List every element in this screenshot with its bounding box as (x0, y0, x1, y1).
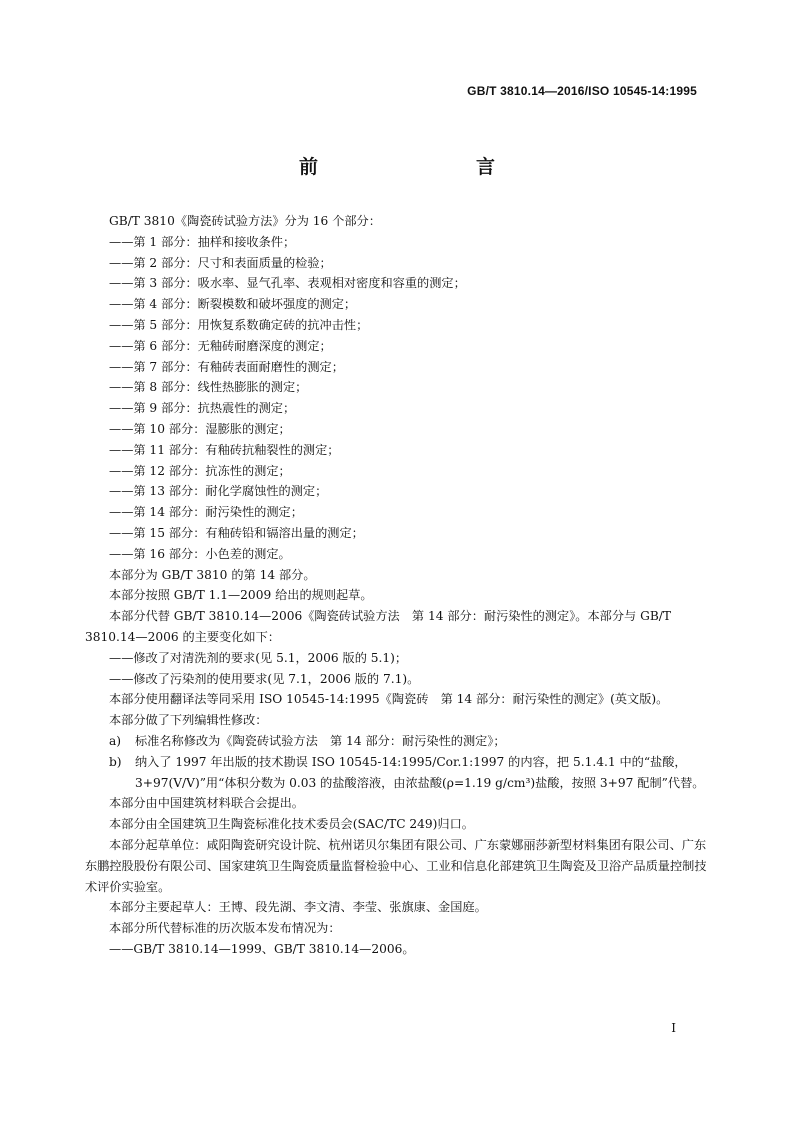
list-item: ——修改了对清洗剂的要求(见 5.1，2006 版的 5.1)； (109, 650, 408, 665)
editorial-paragraph: 本部分做了下列编辑性修改： (109, 713, 268, 728)
list-item: ——第 15 部分：有釉砖铅和镉溶出量的测定； (109, 525, 364, 540)
list-item: ——第 14 部分：耐污染性的测定； (109, 505, 303, 520)
changes-list (85, 648, 709, 690)
list-item: ——第 4 部分：断裂模数和破坏强度的测定； (109, 297, 357, 312)
foreword-body (85, 211, 709, 960)
intro-paragraph: GB/T 3810《陶瓷砖试验方法》分为 16 个部分： (109, 214, 381, 228)
list-item: ——修改了污染剂的使用要求(见 7.1，2006 版的 7.1)。 (109, 671, 420, 686)
list-item: ——第 9 部分：抗热震性的测定； (109, 401, 296, 416)
proposed-paragraph: 本部分由中国建筑材料联合会提出。 (109, 796, 304, 811)
editorial-item (85, 731, 709, 752)
page-number: I (671, 1021, 676, 1035)
editorial-item (85, 752, 709, 794)
list-item: ——第 6 部分：无釉砖耐磨深度的测定； (109, 338, 332, 353)
centralized-paragraph: 本部分由全国建筑卫生陶瓷标准化技术委员会(SAC/TC 249)归口。 (109, 817, 474, 832)
replaces-paragraph: 本部分代替 GB/T 3810.14—2006《陶瓷砖试验方法 第 14 部分：耐污染性的测定》。本部分与 GB/T 3810.14—2006 的主要变化如下： (85, 609, 672, 644)
drafting-units-paragraph: 本部分起草单位：咸阳陶瓷研究设计院、杭州诺贝尔集团有限公司、广东蒙娜丽莎新型材料集团有限公司、广东东鹏控股股份有限公司、国家建筑卫生陶瓷质量监督检验中心、工业和信息化部建筑卫生陶瓷及卫浴产品质量控制技术评价实验室。 (85, 837, 707, 894)
parts-list (85, 232, 709, 565)
part-of-paragraph: 本部分为 GB/T 3810 的第 14 部分。 (109, 567, 316, 582)
list-item: ——第 16 部分：小色差的测定。 (109, 546, 291, 561)
list-item: ——第 12 部分：抗冻性的测定； (109, 463, 291, 478)
item-label: b) (109, 754, 122, 769)
list-item: ——第 10 部分：湿膨胀的测定； (109, 421, 291, 436)
item-label: a) (109, 733, 122, 748)
item-text: 纳入了 1997 年出版的技术勘误 ISO 10545-14:1995/Cor.1:1997 的内容，把 5.1.4.1 中的“盐酸，3+97(V/V)”用“体积分数为 0.03 的盐酸溶液，由浓盐酸(ρ=1.19 g/cm³)盐酸，按照 3+97 配制”代替。 (135, 754, 705, 790)
history-paragraph: 本部分所代替标准的历次版本发布情况为： (109, 921, 341, 936)
list-item: ——GB/T 3810.14—1999、GB/T 3810.14—2006。 (109, 941, 415, 956)
list-item: ——第 8 部分：线性热膨胀的测定； (109, 380, 308, 395)
standard-number-header: GB/T 3810.14—2016/ISO 10545-14:1995 (467, 84, 697, 98)
page-title: 前 言 (298, 156, 535, 178)
drafters-paragraph: 本部分主要起草人：王博、段先湖、李文清、李莹、张旗康、金国庭。 (109, 900, 487, 915)
drafting-rules-paragraph: 本部分按照 GB/T 1.1—2009 给出的规则起草。 (109, 588, 373, 603)
list-item: ——第 2 部分：尺寸和表面质量的检验； (109, 255, 332, 270)
item-text: 标准名称修改为《陶瓷砖试验方法 第 14 部分：耐污染性的测定》； (135, 733, 506, 748)
list-item: ——第 13 部分：耐化学腐蚀性的测定； (109, 484, 328, 499)
list-item: ——第 7 部分：有釉砖表面耐磨性的测定； (109, 359, 344, 374)
list-item: ——第 1 部分：抽样和接收条件； (109, 234, 296, 249)
list-item: ——第 5 部分：用恢复系数确定砖的抗冲击性； (109, 317, 369, 332)
translation-paragraph: 本部分使用翻译法等同采用 ISO 10545-14:1995《陶瓷砖 第 14 部分：耐污染性的测定》(英文版)。 (109, 692, 669, 707)
list-item: ——第 11 部分：有釉砖抗釉裂性的测定； (109, 442, 340, 457)
list-item: ——第 3 部分：吸水率、显气孔率、表观相对密度和容重的测定； (109, 276, 466, 291)
